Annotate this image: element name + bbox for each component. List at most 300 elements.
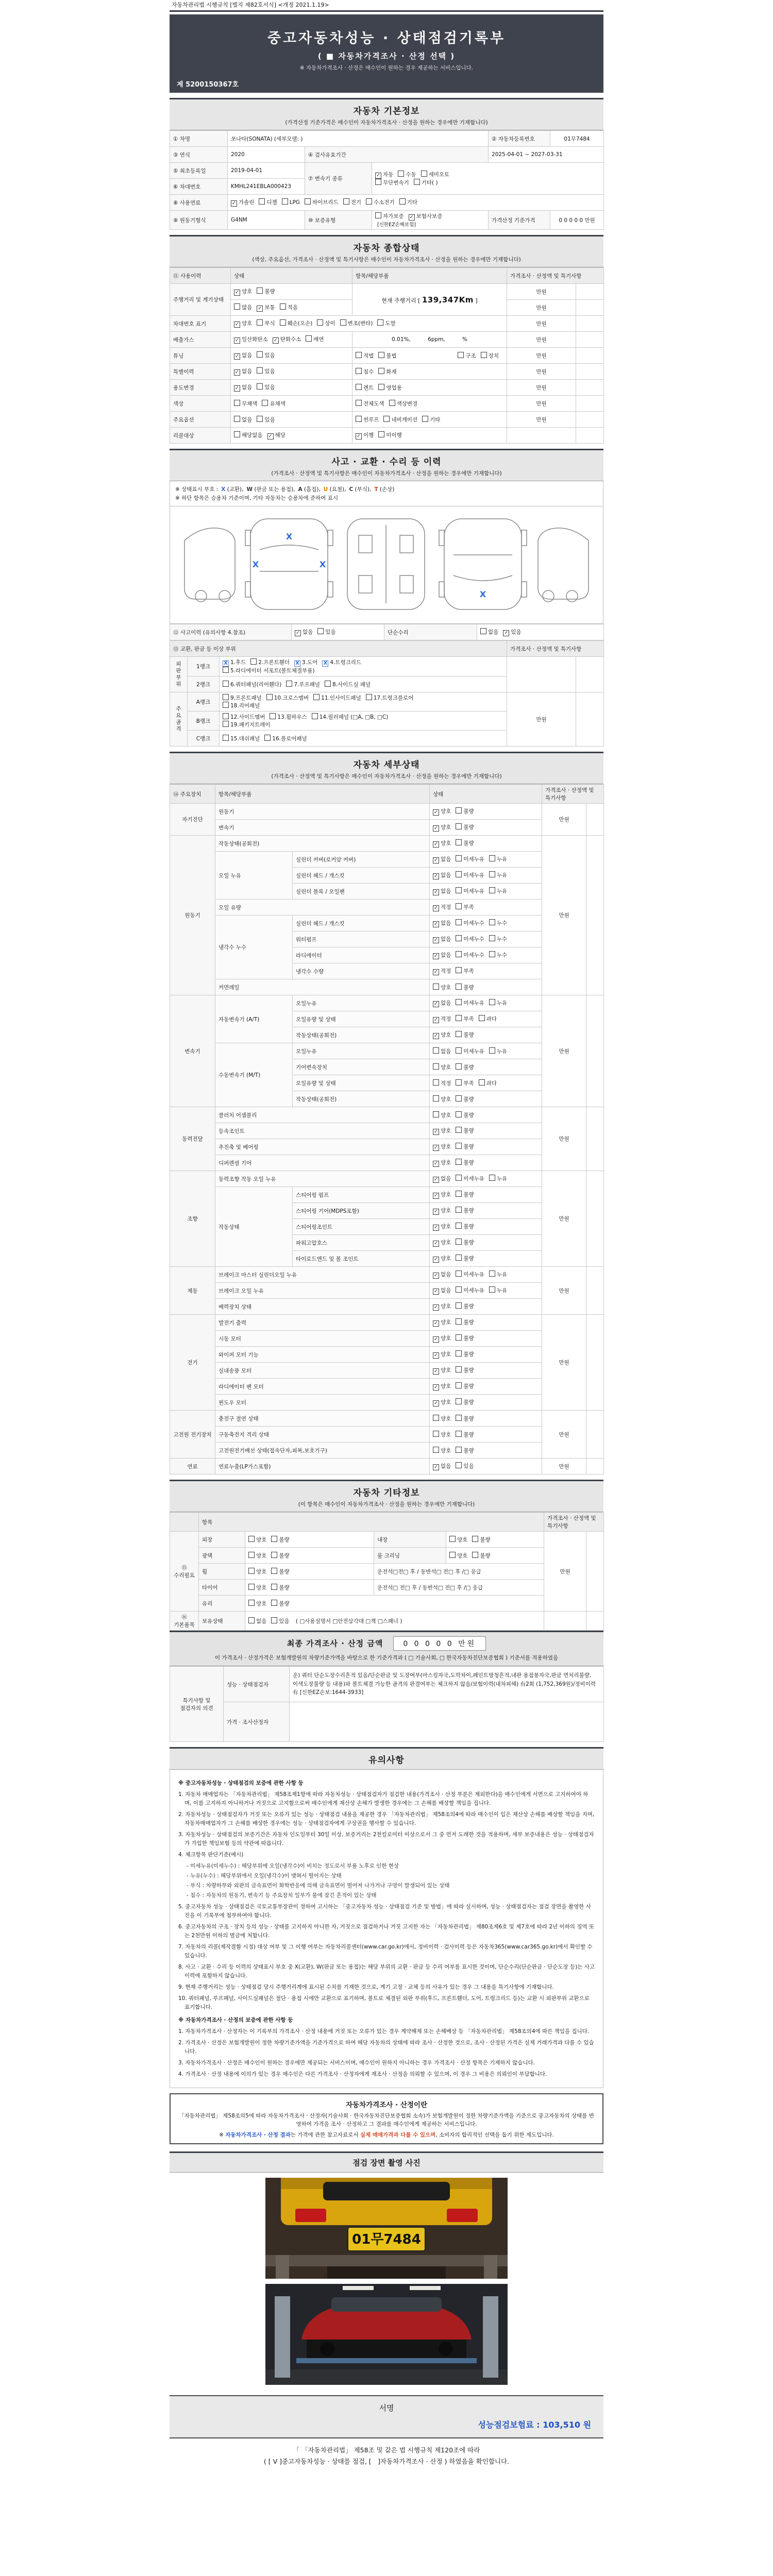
empty-checkbox	[366, 198, 372, 205]
cell	[220, 711, 507, 731]
cell	[586, 1411, 604, 1459]
cell: 커먼레일	[215, 979, 430, 995]
cell: 오일유량 및 상태	[293, 1075, 430, 1091]
empty-checkbox	[375, 179, 381, 185]
notice-item: 2. 자동차성능 · 상태점검자가 거짓 또는 오류가 있는 성능 · 상태점검 내용을 제공한 경우 「자동차관리법」 제58조의4에 따라 매수인이 입은 재산상 손해를 배상할 책임을 지며, 자동차매매업자가 그 손해를 배상한 경우에는 성능 · 상태점검자에게 구상권을 행사할 수 있습니다.	[178, 1811, 595, 1826]
cell	[430, 1379, 542, 1395]
cell: 전기	[170, 1315, 215, 1411]
legend-symbol: A	[298, 486, 303, 493]
table-row	[170, 211, 604, 230]
checked-checkbox: ✓	[433, 905, 439, 911]
empty-checkbox	[389, 400, 395, 406]
panel-exchange-table	[170, 640, 604, 747]
cell: A랭크	[188, 692, 220, 711]
checked-checkbox: ✓	[433, 825, 439, 832]
empty-checkbox	[456, 1111, 462, 1117]
inspector-opinion-table	[170, 1666, 604, 1742]
signature-label: 서명	[379, 2403, 394, 2413]
legend-symbol-desc: (교환),	[225, 486, 244, 493]
checkbox-option	[456, 1175, 484, 1182]
checkbox-option-label: LPG	[289, 199, 300, 206]
checkbox-option-label: 양호	[256, 1552, 267, 1559]
column-header: 상태	[231, 268, 352, 284]
cell	[576, 657, 604, 692]
empty-checkbox	[456, 1095, 462, 1101]
field-label: ③ 연식	[170, 147, 228, 163]
empty-checkbox	[456, 999, 462, 1005]
checkbox-option	[234, 400, 257, 408]
field-label: ④ 검사유효기간	[305, 147, 489, 163]
license-plate-text: 01무7484	[352, 2231, 421, 2247]
checkbox-option	[366, 198, 395, 206]
checkbox-option-label: 없음	[303, 629, 313, 635]
checked-checkbox: ✓	[295, 630, 301, 636]
field-label: ⑦ 변속기 종류	[305, 163, 372, 195]
empty-checkbox	[271, 1536, 277, 1542]
cell	[430, 931, 542, 947]
checked-checkbox: ✓	[433, 1145, 439, 1151]
cell	[430, 1363, 542, 1379]
checkbox-option	[231, 198, 254, 207]
empty-checkbox	[257, 416, 263, 422]
empty-checkbox	[456, 1447, 462, 1453]
cell: 추진축 및 베어링	[215, 1139, 430, 1155]
empty-checkbox	[456, 1079, 462, 1086]
checkbox-option-label: 양호	[441, 1064, 451, 1071]
cell: 만원	[507, 412, 576, 428]
inspector-opinion-text: 운) 쿼터 단순도장수리흔적 있음/단순판금 및 도장여부(마스킹자국,도막차이,페인트방청흔적,내판 용접봉자국,판금 면처리불량,이색도장불량 등 내용)와 볼트체결 가능한 골격의 판결여부는 체크하지 않음/보험이력(내차피해) 有2회 (1,752,369원)/정비이력 有 [신한EZ손보:1644-3933]	[290, 1667, 604, 1702]
checkbox-option-label: 미세누수	[463, 920, 484, 926]
checked-checkbox: ✓	[433, 921, 439, 927]
checkbox-option	[456, 839, 474, 847]
cell: 만원	[542, 995, 586, 1107]
checkbox-option	[250, 658, 290, 666]
cell: 기어변속장치	[293, 1059, 430, 1075]
checkbox-option	[259, 198, 277, 206]
checkbox-option	[433, 1207, 451, 1215]
checkbox-option	[433, 1398, 451, 1406]
section-accident-header	[170, 449, 603, 481]
notice-part-heading: ※ 중고자동차성능 · 상태점검의 보증에 관한 사항 등	[178, 1780, 304, 1786]
checkbox-option	[456, 1366, 474, 1374]
empty-checkbox	[223, 713, 229, 719]
empty-checkbox	[317, 319, 323, 326]
final-price-note: 이 가격조사 · 산정가격은 보험개발원의 차량기준가액을 바탕으로 한 기준가격과 ( □ 기술사회, □ 한국자동차진단보증협회 ) 기준서를 적용하였음	[214, 1655, 559, 1661]
checkbox-option	[456, 1334, 474, 1342]
empty-checkbox	[479, 1079, 485, 1086]
legend-symbol-desc: (요철),	[328, 486, 346, 493]
empty-checkbox	[456, 1207, 462, 1213]
checkbox-option	[456, 1415, 474, 1422]
checkbox-option	[433, 1382, 451, 1391]
checkbox-option	[257, 367, 275, 375]
legend-symbol: U	[323, 486, 328, 493]
checkbox-option-label: 렌트	[363, 384, 374, 391]
checkbox-option	[234, 335, 268, 344]
cell	[220, 692, 507, 711]
cell: 연료누출(LP가스포함)	[215, 1459, 430, 1475]
cell: 오일 유량	[215, 900, 430, 916]
checkbox-option-label: 양호	[441, 824, 451, 831]
empty-checkbox	[312, 713, 318, 719]
checkbox-option	[433, 1415, 451, 1422]
cell: 워터펌프	[293, 931, 430, 947]
table-row	[170, 195, 604, 211]
cell: 스티어링 기어(MDPS포함)	[293, 1203, 430, 1219]
table-row	[170, 657, 604, 676]
cell: 주요옵션	[170, 412, 231, 428]
cell: 변속기	[215, 820, 430, 836]
empty-checkbox	[356, 368, 362, 374]
checkbox-option-label: 화재	[386, 368, 397, 375]
cell: 자기진단	[170, 804, 215, 836]
cell	[245, 1596, 544, 1612]
checkbox-option-label: 양호	[441, 1224, 451, 1230]
basic-items-note: ( □사용설명서 □안전삼각대 □잭 □스패너 )	[294, 1618, 402, 1624]
checkbox-option-label: 없음	[441, 1000, 451, 1006]
section-basic-title: 자동차 기본정보	[353, 106, 420, 116]
checkbox-option	[325, 681, 371, 688]
checkbox-option	[433, 951, 451, 959]
empty-checkbox	[271, 1617, 277, 1623]
checkbox-option-label: 있음	[279, 1618, 290, 1624]
cell	[231, 300, 352, 316]
checkbox-option	[421, 171, 450, 178]
checked-checkbox: ✓	[231, 200, 237, 207]
cell	[507, 428, 576, 444]
form-reference: 자동차관리법 시행규칙 [별지 제82호서식] <개정 2021.1.19>	[172, 2, 329, 8]
explainer-note-red: 실제 매매가격과 다를 수 있으며	[360, 2131, 436, 2138]
checkbox-option	[433, 1431, 451, 1438]
cell: 작동상태(공회전)	[293, 1027, 430, 1043]
checkbox-option	[340, 319, 373, 327]
signature-band	[170, 2395, 603, 2438]
table-row	[170, 1395, 604, 1411]
checkbox-option-label: 유채색	[270, 400, 285, 407]
checkbox-option	[433, 1239, 451, 1247]
checkbox-option	[257, 303, 275, 312]
checkbox-option	[456, 967, 474, 975]
checkbox-option	[234, 416, 252, 423]
checkbox-option	[343, 198, 361, 206]
checkbox-option-label: 양호	[441, 1415, 451, 1422]
checked-checkbox: ✓	[375, 173, 381, 179]
checkbox-option-label: 7.루프패널	[294, 681, 320, 688]
section-notice-header	[170, 1747, 603, 1770]
cell: 용도변경	[170, 380, 231, 396]
cell	[430, 947, 542, 963]
checkbox-option-label: 상이	[325, 320, 335, 327]
checkbox-option	[322, 658, 361, 667]
checkbox-option	[456, 1431, 474, 1438]
checkbox-option-label: 1.후드	[230, 659, 246, 666]
simple-repair-options	[477, 624, 604, 640]
empty-checkbox	[433, 1431, 439, 1437]
empty-checkbox	[343, 198, 349, 205]
checked-checkbox: ✓	[267, 433, 274, 439]
footer-line2: ( [ V ]중고자동차성능 · 상태를 점검, [ ]자동차가격조사 · 산정 ) 하였음을 확인합니다.	[263, 2458, 510, 2466]
field-label: ⑧ 사용연료	[170, 195, 228, 211]
notice-item: 4. 가격조사 · 산정 내용에 이의가 있는 경우 매수인은 다른 가격조사 · 산정자에게 재조사 · 산정을 의뢰할 수 있으며, 이 경우 그 비용은 의뢰인이 부담합니다.	[178, 2071, 547, 2077]
empty-checkbox	[456, 1302, 462, 1309]
checkbox-option	[234, 303, 252, 311]
checkbox-option-label: 불량	[463, 1256, 474, 1262]
checkbox-option	[223, 694, 262, 702]
checkbox-option-label: 양호	[441, 1447, 451, 1454]
checked-checkbox: ✓	[433, 809, 439, 816]
table-row	[170, 624, 604, 640]
cell	[576, 692, 604, 747]
empty-checkbox	[456, 984, 462, 990]
checkbox-option-label: 무단변속기	[383, 180, 409, 186]
table-row	[170, 1548, 604, 1564]
checkbox-option-label: 있음	[325, 629, 336, 635]
cell: 파워고압호스	[293, 1235, 430, 1251]
checked-checkbox: ✓	[433, 1129, 439, 1135]
checked-checkbox: ✓	[257, 306, 263, 312]
checkbox-option-label: 없음	[441, 888, 451, 894]
cell: 조향	[170, 1171, 215, 1267]
cell	[352, 396, 507, 412]
checkbox-option	[456, 951, 484, 959]
checkbox-option	[433, 839, 451, 848]
checkbox-option	[456, 1350, 474, 1358]
checkbox-option	[248, 1617, 266, 1625]
table-row	[170, 1411, 604, 1427]
cell	[430, 1027, 542, 1043]
checkbox-option-label: 양호	[441, 1240, 451, 1246]
cell: 만원	[507, 396, 576, 412]
field-label: 가격산정 기준가격	[489, 211, 550, 230]
cell	[430, 963, 542, 979]
empty-checkbox	[456, 1382, 462, 1388]
field-value: 01무7484	[550, 131, 604, 147]
empty-checkbox	[378, 352, 384, 358]
checkbox-option-label: 16.플로어패널	[272, 735, 307, 742]
checkbox-option	[257, 416, 275, 423]
empty-checkbox	[456, 1462, 462, 1468]
table-row	[170, 163, 604, 179]
checked-checkbox: ✓	[433, 1384, 439, 1391]
photo-car-on-lift	[265, 2284, 508, 2385]
cell: 발전기 출력	[215, 1315, 430, 1331]
checkbox-option-label: 보험사보증	[416, 213, 443, 219]
field-label: ② 자동차등록번호	[489, 131, 550, 147]
checkbox-option	[456, 1239, 474, 1246]
checkbox-option-label: 부족	[463, 1080, 474, 1087]
checkbox-option	[456, 1447, 474, 1454]
checkbox-option-label: 불량	[279, 1552, 290, 1559]
cell: 만원	[507, 364, 576, 380]
cell	[507, 657, 576, 692]
checkbox-option-label: 3.도어	[302, 659, 318, 666]
empty-checkbox	[280, 319, 286, 326]
checkbox-option-label: 불량	[463, 1399, 474, 1405]
cell	[430, 1267, 542, 1283]
empty-checkbox	[271, 1584, 277, 1590]
empty-checkbox	[489, 935, 495, 941]
cell: 1랭크	[188, 657, 220, 676]
checkbox-option-label: 불량	[463, 1064, 474, 1071]
empty-checkbox	[456, 839, 462, 845]
checkbox-option	[449, 1552, 467, 1560]
checkbox-option-label: 누유	[496, 1272, 508, 1278]
empty-checkbox	[248, 1584, 255, 1590]
checkbox-option-label: 이행	[363, 432, 374, 438]
checkbox-option	[489, 887, 507, 895]
checkbox-option-label: 10.크로스멤버	[274, 695, 309, 701]
checkbox-option	[433, 1143, 451, 1151]
cell: 원동기	[170, 836, 215, 995]
cell: 룸 크리닝	[374, 1548, 446, 1564]
cell: ⑮ 수리필요	[170, 1532, 199, 1612]
checkbox-option	[456, 1143, 474, 1150]
table-row	[170, 1315, 604, 1331]
cell: 외장	[199, 1532, 245, 1548]
checkbox-option	[378, 431, 401, 439]
checkbox-option	[456, 1223, 474, 1230]
empty-checkbox	[250, 658, 257, 665]
empty-checkbox	[433, 984, 439, 990]
checkbox-option	[456, 1063, 474, 1071]
cell: 등속조인트	[215, 1123, 430, 1139]
checked-checkbox: ✓	[234, 353, 240, 360]
cell	[430, 1139, 542, 1155]
checkbox-option	[456, 871, 484, 879]
cell	[352, 364, 507, 380]
empty-checkbox	[489, 855, 495, 861]
empty-checkbox	[489, 1047, 495, 1054]
checkbox-option	[282, 198, 300, 206]
table-row	[170, 1171, 604, 1187]
checkbox-option	[398, 171, 416, 178]
cell: 오일누유	[293, 995, 430, 1011]
cell: 만원	[507, 316, 576, 332]
empty-checkbox	[378, 368, 384, 374]
cell	[231, 428, 352, 444]
checked-checkbox: ✓	[433, 1161, 439, 1167]
photo-section-header: 점검 장면 촬영 사진	[170, 2151, 603, 2173]
cell	[446, 1532, 544, 1548]
checkbox-option-label: 양호	[441, 1256, 451, 1262]
table-row	[170, 1139, 604, 1155]
checkbox-option	[433, 1079, 451, 1087]
checkbox-option-label: 미세누유	[463, 1272, 484, 1278]
checkbox-option-label: 불량	[279, 1536, 290, 1543]
checkbox-option-label: 자동	[383, 172, 394, 178]
checkbox-option-label: 누유	[496, 1000, 508, 1006]
checkbox-option-label: 미이행	[386, 432, 402, 438]
mark-hood-x: X	[285, 532, 293, 541]
cell	[430, 916, 542, 931]
checkbox-option	[489, 935, 507, 943]
column-header: 항목/해당부품	[352, 268, 507, 284]
checkbox-option-label: 해당	[275, 432, 285, 438]
cell	[576, 316, 604, 332]
cell: 실린더 헤드 / 개스킷	[293, 916, 430, 931]
table-row	[170, 1379, 604, 1395]
checkbox-option	[433, 1175, 451, 1183]
cell: 만원	[507, 348, 576, 364]
checkbox-option-label: 장치	[488, 352, 499, 359]
checkbox-option	[306, 335, 324, 343]
cell: 스티어링조인트	[293, 1219, 430, 1235]
table-row	[170, 131, 604, 147]
section-overall-title: 자동차 종합상태	[353, 243, 420, 253]
checkbox-option-label: 불량	[463, 1415, 474, 1422]
checkbox-option	[223, 658, 246, 667]
checkbox-option-label: 불법	[386, 352, 397, 359]
empty-checkbox	[305, 198, 311, 205]
checkbox-option	[280, 319, 313, 327]
checkbox-option	[456, 935, 484, 943]
checked-checkbox: ✓	[433, 953, 439, 959]
checkbox-option-label: 있음	[264, 384, 275, 391]
table-row	[170, 1667, 604, 1702]
table-row	[170, 1532, 604, 1548]
cell	[430, 1315, 542, 1331]
cell	[245, 1548, 374, 1564]
cell: 만원	[542, 1267, 586, 1315]
checkbox-option	[456, 1095, 474, 1103]
checkbox-option	[481, 352, 499, 360]
inspection-photos	[170, 2173, 603, 2393]
table-row	[170, 1363, 604, 1379]
mileage-value: 139,347Km	[422, 295, 474, 304]
checkbox-option	[433, 1223, 451, 1231]
cell	[576, 412, 604, 428]
appraiser-opinion-text	[290, 1702, 604, 1742]
checkbox-option-label: 매연	[313, 336, 324, 343]
checkbox-option	[433, 1286, 451, 1295]
cell	[430, 1443, 542, 1459]
checkbox-option	[433, 1015, 451, 1023]
table-row	[170, 1107, 604, 1123]
confirmation-footer	[170, 2445, 603, 2468]
checked-checkbox: ✓	[433, 1320, 439, 1327]
cell	[430, 979, 542, 995]
notice-item: 10. 쿼터패널, 루프패널, 사이드실패널은 절단 · 용접 시에만 교환으로 표기하며, 볼트로 체결된 외판 부위(후드, 프론트휀더, 도어, 트렁크리드 등)는 교환 시 외판부위 교환으로 표기합니다.	[178, 1995, 590, 2010]
cell: 타이로드엔드 및 볼 조인트	[293, 1251, 430, 1267]
cell	[576, 300, 604, 316]
table-row	[170, 1564, 604, 1580]
checkbox-option	[378, 368, 396, 376]
checkbox-option-label: 일산화탄소	[242, 336, 268, 343]
checkbox-option	[433, 1127, 451, 1135]
checkbox-option-label: 없음	[441, 1272, 451, 1278]
cell: 차대번호 표기	[170, 316, 231, 332]
checkbox-option-label: 불량	[264, 289, 275, 295]
title-option: ( ■ 자동차가격조사 · 산정 선택 )	[317, 52, 456, 61]
checkbox-option-label: 누유	[496, 856, 508, 862]
empty-checkbox	[356, 416, 362, 422]
checkbox-option-label: 양호	[441, 1383, 451, 1389]
checkbox-option-label: 부식	[264, 320, 275, 327]
table-row	[170, 1155, 604, 1171]
table-header-row	[170, 1513, 604, 1532]
explainer-note-blue: 자동차가격조사 · 산정 결과	[225, 2131, 291, 2138]
checkbox-option-label: 있음	[264, 352, 275, 359]
cell	[576, 284, 604, 300]
notice-item: 1. 자동차 매매업자는 「자동차관리법」 제58조제1항에 따라 자동차성능 · 상태점검자가 점검한 내용(가격조사 · 산정 부분은 제외한다)을 매수인에게 서면으로 고지하여야 하며, 이를 고지하지 아니하거나 거짓으로 고지함으로써 매수인에게 재산상 손해가 발생한 경우에는 그 손해를 배상할 책임을 집니다.	[178, 1791, 589, 1806]
checkbox-option-label: 적정	[441, 1080, 451, 1087]
checkbox-option-label: 있음	[264, 416, 275, 423]
cell: 2랭크	[188, 676, 220, 692]
empty-checkbox	[489, 1286, 495, 1293]
cell: 리콜대상	[170, 428, 231, 444]
checkbox-option-label: 불량	[463, 1303, 474, 1310]
checkbox-option	[456, 1255, 474, 1262]
